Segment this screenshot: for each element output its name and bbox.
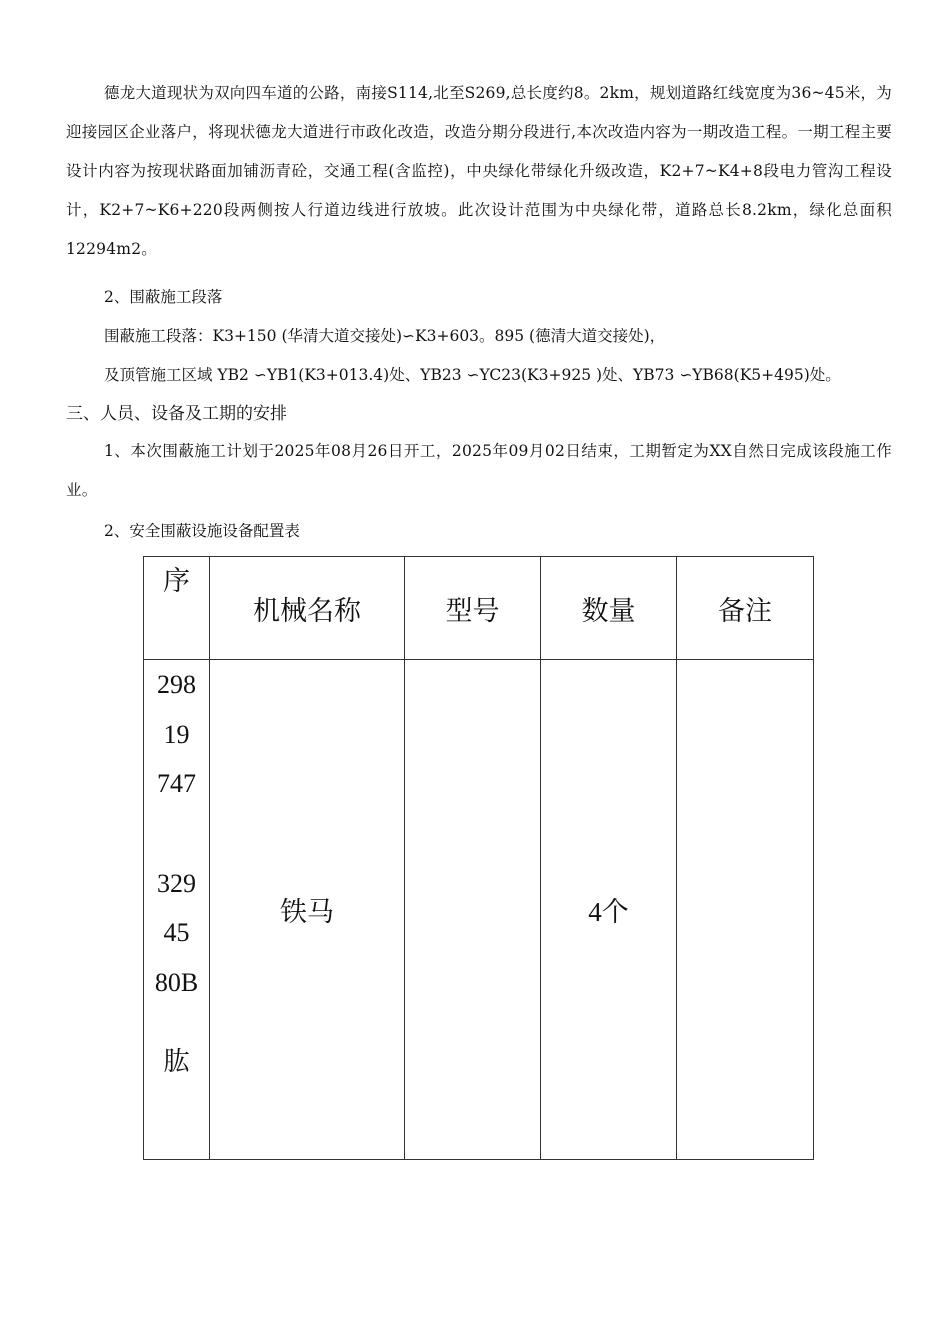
table-row <box>144 660 814 1160</box>
schedule-paragraph: 1、本次围蔽施工计划于2025年08月26日开工，2025年09月02日结束，工期暂定为XX自然日完成该段施工作业。 <box>66 442 892 499</box>
seq-spacer <box>144 1007 209 1037</box>
seq-line: 747 <box>157 769 196 798</box>
header-seq: 序 <box>144 557 210 660</box>
seq-line: 80B <box>154 967 199 997</box>
header-model: 型号 <box>405 557 541 660</box>
seq-line: 329 <box>157 868 196 898</box>
seq-line: 19 <box>163 719 190 749</box>
cell-quantity: 4个 <box>541 660 677 1160</box>
seq-spacer <box>144 809 209 859</box>
seq-line: 45 <box>163 918 190 947</box>
header-remark: 备注 <box>677 557 814 660</box>
section2-line2: 及顶管施工区域 YB2 ∽YB1(K3+013.4)处、YB23 ∽YC23(K3+925 )处、YB73 ∽YB68(K5+495)处。 <box>104 366 841 384</box>
section2-line1: 围蔽施工段落：K3+150 (华清大道交接处)∽K3+603。895 (德清大道交接处)， <box>104 327 666 345</box>
table-title: 2、安全围蔽设施设备配置表 <box>104 522 300 540</box>
equipment-table <box>143 556 814 1160</box>
section2-title: 2、围蔽施工段落 <box>104 288 223 306</box>
cell-remark <box>677 660 814 1160</box>
header-name: 机械名称 <box>210 557 405 660</box>
seq-line: 肱 <box>163 1047 190 1076</box>
cell-name: 铁马 <box>210 660 405 1160</box>
seq-line: 298 <box>157 670 196 699</box>
intro-paragraph: 德龙大道现状为双向四车道的公路，南接S114,北至S269,总长度约8。2km，规划道路红线宽度为36~45米，为迎接园区企业落户，将现状德龙大道进行市政化改造，改造分期分段进行,本次改造内容为一期改造工程。一期工程主要设计内容为按现状路面加铺沥青砼，交通工程(含监控)，中央绿化带绿化升级改造，K2+7~K4+8段电力管沟工程设计，K2+7~K6+220段两侧按人行道边线进行放坡。此次设计范围为中央绿化带，道路总长8.2km，绿化总面积12294m2。 <box>66 84 892 258</box>
header-quantity: 数量 <box>541 557 677 660</box>
table-header-row <box>144 557 814 660</box>
cell-seq <box>144 660 210 1160</box>
cell-model <box>405 660 541 1160</box>
chapter3-title: 三、人员、设备及工期的安排 <box>66 404 287 424</box>
